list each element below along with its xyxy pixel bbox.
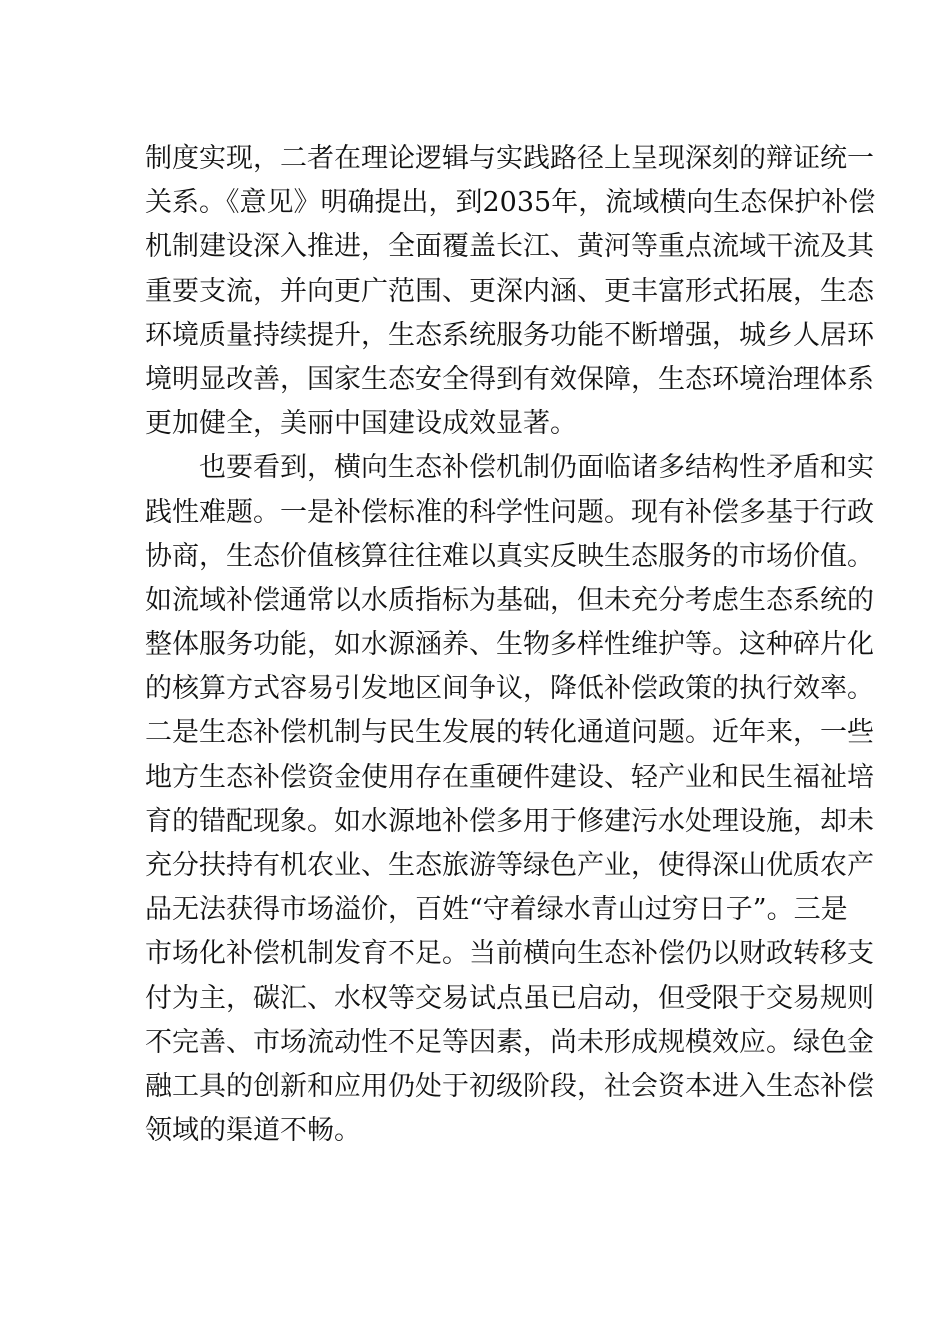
paragraph-line: 境明显改善，国家生态安全得到有效保障，生态环境治理体系 (145, 363, 874, 395)
paragraph-line: 融工具的创新和应用仍处于初级阶段，社会资本进入生态补偿 (145, 1070, 874, 1102)
paragraph-line: 重要支流，并向更广范围、更深内涵、更丰富形式拓展，生态 (145, 275, 874, 307)
paragraph-1 (145, 137, 876, 446)
document-page (145, 137, 876, 1153)
paragraph-line: 更加健全，美丽中国建设成效显著。 (145, 408, 577, 440)
paragraph-line: 关系。《意见》明确提出，到2035年，流域横向生态保护补偿 (145, 187, 876, 219)
paragraph-line: 领域的渠道不畅。 (145, 1115, 361, 1147)
paragraph-line: 环境质量持续提升，生态系统服务功能不断增强，城乡人居环 (145, 319, 874, 351)
paragraph-2 (145, 446, 874, 1153)
paragraph-line: 育的错配现象。如水源地补偿多用于修建污水处理设施，却未 (145, 805, 874, 837)
paragraph-line: 二是生态补偿机制与民生发展的转化通道问题。近年来，一些 (145, 717, 874, 749)
paragraph-line: 如流域补偿通常以水质指标为基础，但未充分考虑生态系统的 (145, 584, 874, 616)
paragraph-line: 品无法获得市场溢价，百姓“守着绿水青山过穷日子”。三是 (145, 894, 848, 926)
paragraph-line: 地方生态补偿资金使用存在重硬件建设、轻产业和民生福祉培 (145, 761, 874, 793)
paragraph-line: 充分扶持有机农业、生态旅游等绿色产业，使得深山优质农产 (145, 850, 874, 881)
paragraph-line: 不完善、市场流动性不足等因素，尚未形成规模效应。绿色金 (145, 1026, 874, 1058)
paragraph-line: 市场化补偿机制发育不足。当前横向生态补偿仍以财政转移支 (145, 938, 874, 970)
paragraph-line: 的核算方式容易引发地区间争议，降低补偿政策的执行效率。 (145, 673, 874, 705)
paragraph-line: 协商，生态价值核算往往难以真实反映生态服务的市场价值。 (145, 540, 874, 572)
paragraph-line: 也要看到，横向生态补偿机制仍面临诸多结构性矛盾和实 (199, 452, 874, 484)
paragraph-line: 制度实现，二者在理论逻辑与实践路径上呈现深刻的辩证统一 (145, 143, 874, 174)
paragraph-line: 整体服务功能，如水源涵养、生物多样性维护等。这种碎片化 (145, 629, 874, 661)
paragraph-line: 付为主，碳汇、水权等交易试点虽已启动，但受限于交易规则 (145, 982, 874, 1014)
paragraph-line: 机制建设深入推进，全面覆盖长江、黄河等重点流域干流及其 (145, 231, 874, 263)
paragraph-line: 践性难题。一是补偿标准的科学性问题。现有补偿多基于行政 (145, 496, 874, 528)
